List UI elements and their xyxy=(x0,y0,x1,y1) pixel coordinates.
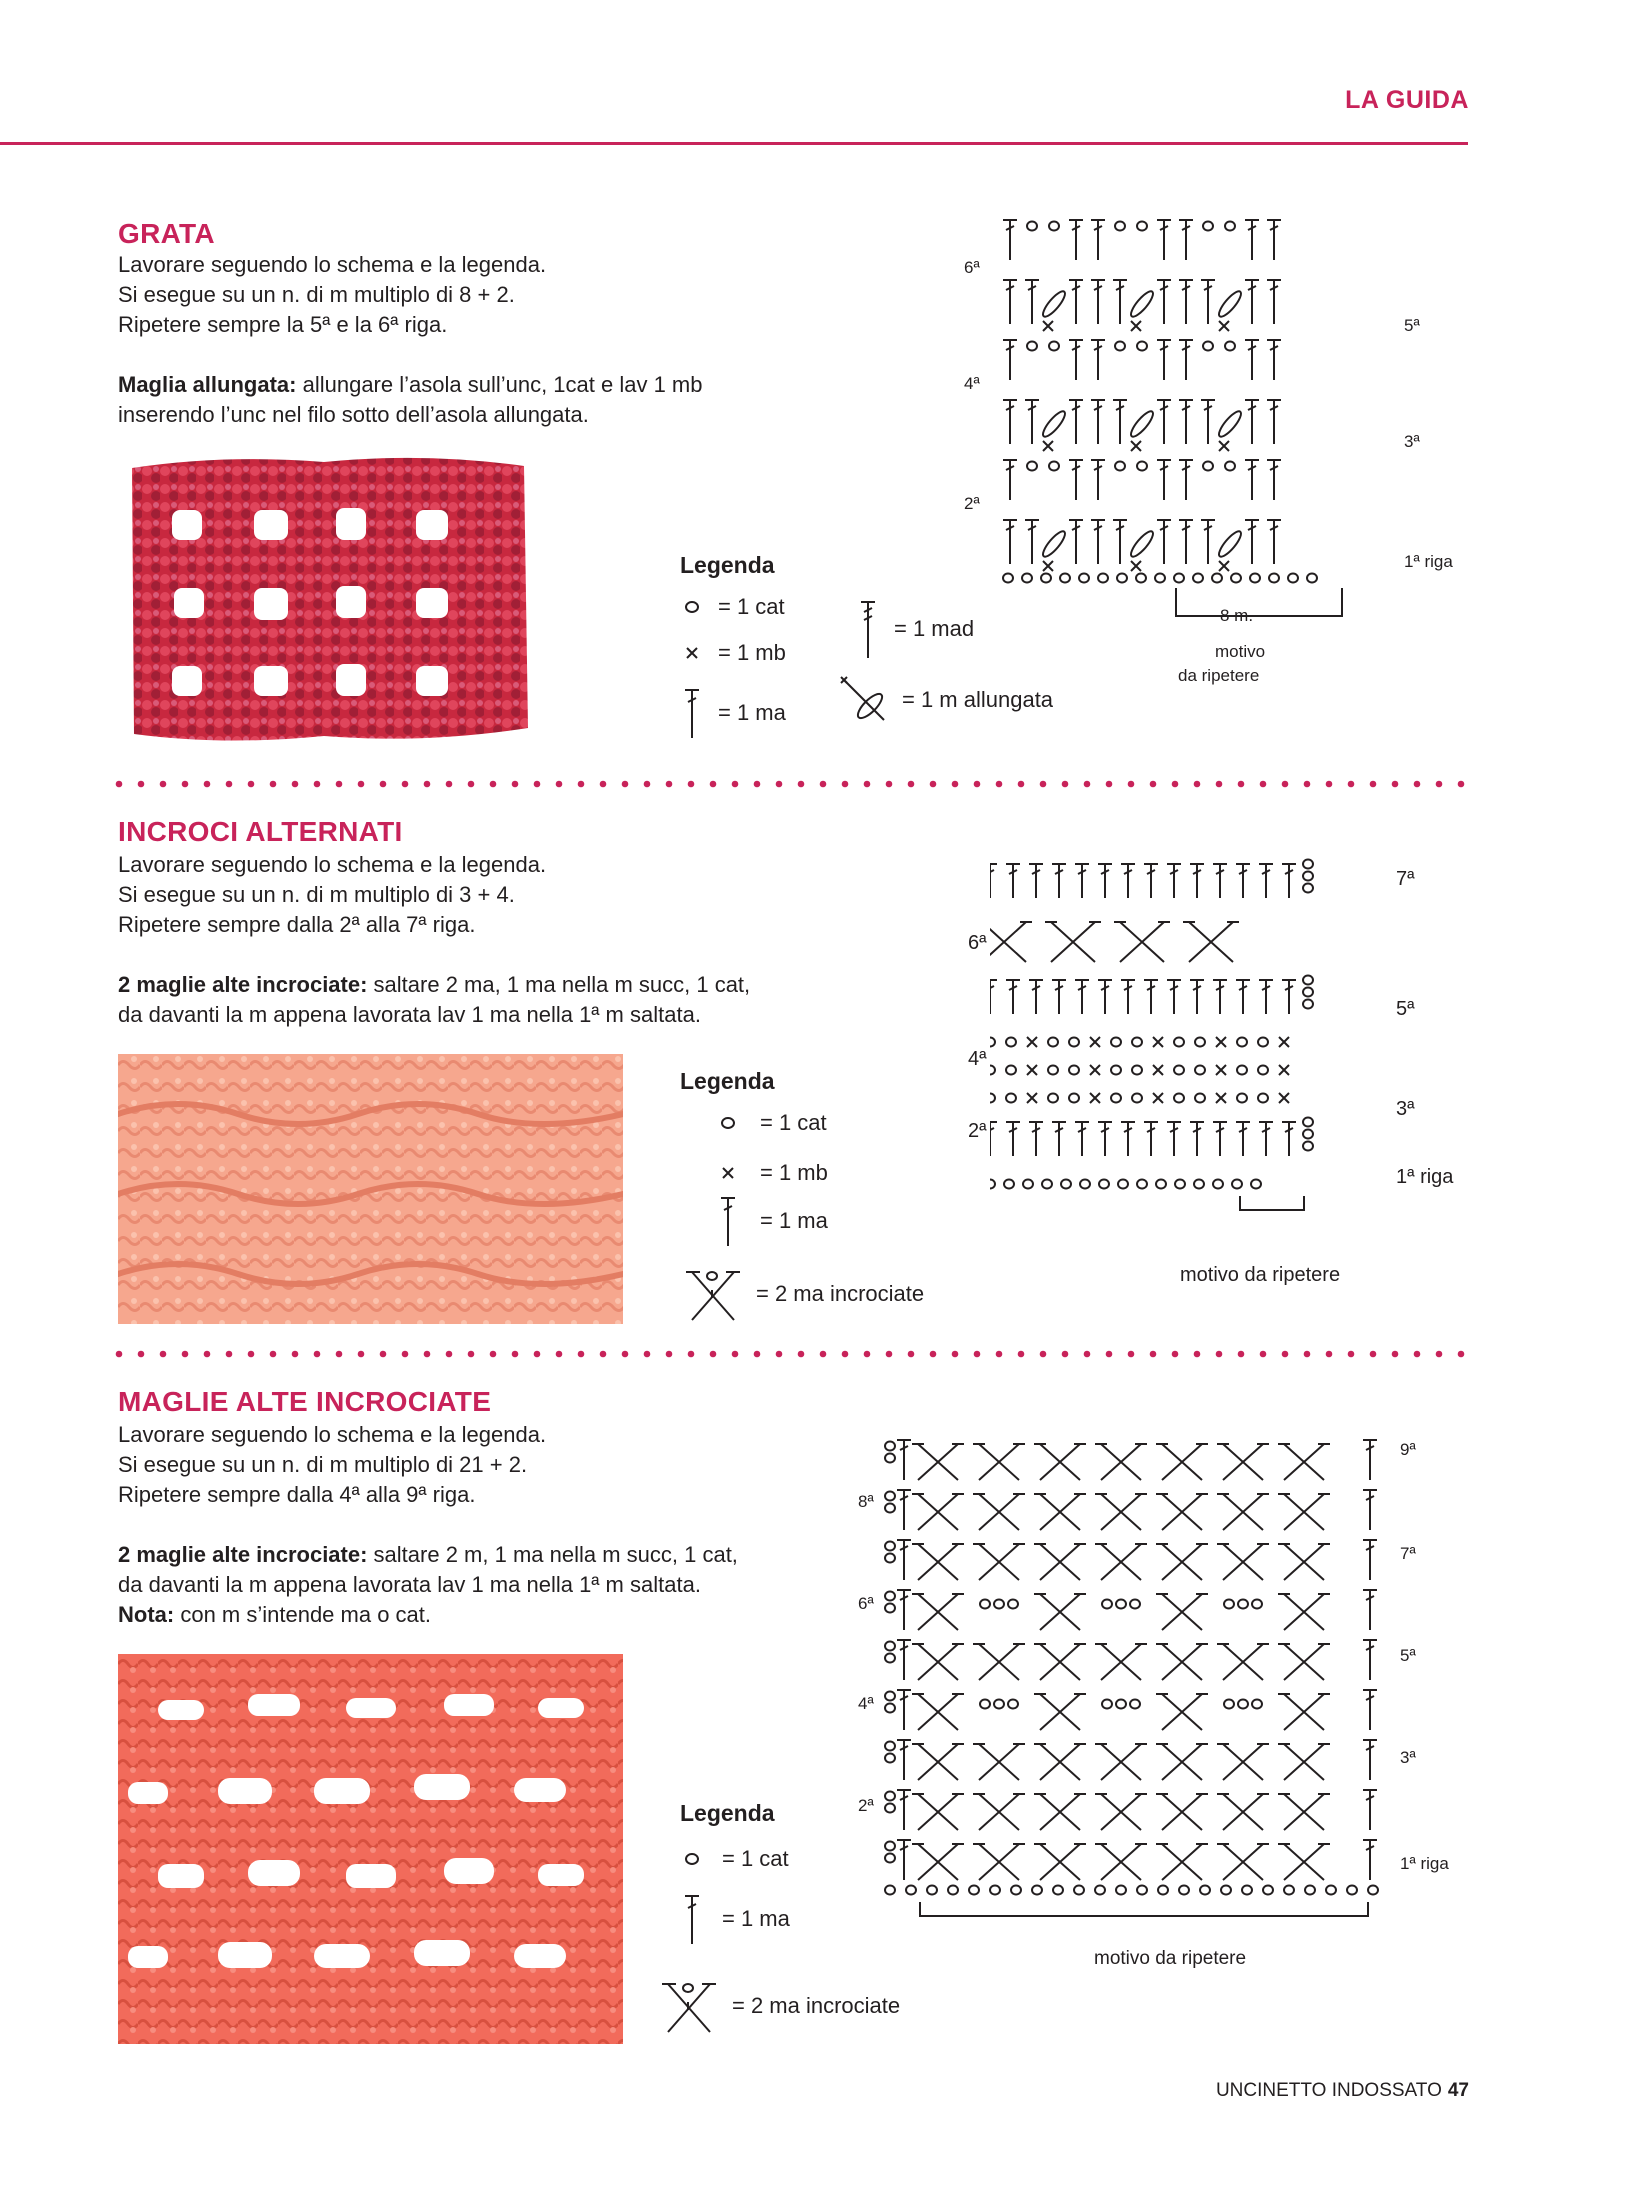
chart3-row-label: 1ª riga xyxy=(1400,1854,1449,1873)
double-crochet-icon xyxy=(682,686,702,740)
chart3-row-label: 3ª xyxy=(1400,1748,1416,1767)
chart3-row-label: 2ª xyxy=(858,1796,874,1815)
chart1-bracket-label: 8 m. xyxy=(1220,606,1254,625)
double-crochet-icon xyxy=(718,1194,738,1248)
crossed-stitch-icon xyxy=(684,1264,744,1324)
legend-cat: = 1 cat xyxy=(682,594,785,620)
chain-icon xyxy=(682,597,702,617)
legend-ma: = 1 ma xyxy=(682,1892,790,1946)
chart3-row-label: 5ª xyxy=(1400,1646,1416,1665)
legend-cat: = 1 cat xyxy=(682,1846,789,1872)
chart3-row-label: 9ª xyxy=(1400,1440,1416,1459)
swatch-photo-maglie xyxy=(118,1654,623,2044)
chart2-row-label: 1ª riga xyxy=(1396,1166,1454,1188)
legend-mb: = 1 mb xyxy=(682,640,786,666)
swatch-photo-incroci xyxy=(118,1054,623,1324)
chart1-repeat-label: da ripetere xyxy=(1178,666,1260,685)
dotted-divider xyxy=(115,1350,1470,1358)
section-title-grata: GRATA xyxy=(118,218,215,249)
chart1-row-label: 3ª xyxy=(1404,432,1420,451)
treble-crochet-icon xyxy=(858,598,878,660)
chart3-row-label: 4ª xyxy=(858,1694,874,1713)
legend-mb: = 1 mb xyxy=(718,1160,828,1186)
chart3-repeat-label: motivo da ripetere xyxy=(1094,1948,1247,1969)
chart2-repeat-label: motivo da ripetere xyxy=(1180,1264,1341,1286)
chain-icon xyxy=(718,1113,738,1133)
legend-title-grata: Legenda xyxy=(680,552,775,578)
crossed-stitch-icon xyxy=(660,1976,720,2036)
legend-ma: = 1 ma xyxy=(682,686,786,740)
chart2-row-label: 3ª xyxy=(1396,1098,1415,1120)
chart2-row-label: 6ª xyxy=(968,932,987,954)
chart1-row-label: 6ª xyxy=(964,258,980,277)
chain-icon xyxy=(682,1849,702,1869)
section-title-incroci: INCROCI ALTERNATI xyxy=(118,816,403,847)
legend-incrociate: = 2 ma incrociate xyxy=(684,1264,924,1324)
chart1-row-label: 2ª xyxy=(964,494,980,513)
legend-allungata: = 1 m allungata xyxy=(836,672,1053,728)
legend-cat: = 1 cat xyxy=(718,1110,827,1136)
legend-ma: = 1 ma xyxy=(718,1194,828,1248)
legend-title-maglie: Legenda xyxy=(680,1800,775,1826)
section-text-incroci: Lavorare seguendo lo schema e la legenda. Si esegue su un n. di m multiplo di 3 + 4. Ripetere sempre dalla 2ª alla 7ª riga. 2 maglie alte incrociate: saltare 2 ma, 1 ma nella m succ, 1 cat, da davanti la m appena lavorata lav 1 ma nella 1ª m saltata. xyxy=(118,852,751,1027)
chart2-row-label: 5ª xyxy=(1396,998,1415,1020)
chart3-row-label: 6ª xyxy=(858,1594,874,1613)
section-text-grata: Lavorare seguendo lo schema e la legenda. Si esegue su un n. di m multiplo di 8 + 2. Ripetere sempre la 5ª e la 6ª riga. Maglia allungata: allungare l’asola sull’unc, 1cat e lav 1 mb inserendo l’unc nel filo sotto dell’asola allungata. xyxy=(118,252,703,427)
chart1-repeat-label: motivo xyxy=(1215,642,1266,661)
legend-title-incroci: Legenda xyxy=(680,1068,775,1094)
chart1-row-label: 4ª xyxy=(964,374,980,393)
chart3-row-label: 7ª xyxy=(1400,1544,1416,1563)
chart2-row-label: 7ª xyxy=(1396,868,1415,890)
legend-incrociate: = 2 ma incrociate xyxy=(660,1976,900,2036)
section-label: LA GUIDA xyxy=(1345,86,1469,114)
single-crochet-icon xyxy=(718,1163,738,1183)
crochet-chart-grata xyxy=(940,208,1460,698)
crochet-chart-maglie xyxy=(880,1420,1400,1930)
chart1-row-label: 5ª xyxy=(1404,316,1420,335)
section-title-maglie: MAGLIE ALTE INCROCIATE xyxy=(118,1386,492,1417)
chart3-row-label: 8ª xyxy=(858,1492,874,1511)
chart2-row-label: 4ª xyxy=(968,1048,987,1070)
double-crochet-icon xyxy=(682,1892,702,1946)
swatch-photo-grata xyxy=(124,448,534,750)
dotted-divider xyxy=(115,780,1470,788)
single-crochet-icon xyxy=(682,643,702,663)
header-rule xyxy=(0,142,1468,145)
elongated-stitch-icon xyxy=(836,672,892,728)
crochet-chart-incroci xyxy=(990,844,1390,1240)
section-text-maglie: Lavorare seguendo lo schema e la legenda. Si esegue su un n. di m multiplo di 21 + 2. Ripetere sempre dalla 4ª alla 9ª riga. 2 maglie alte incrociate: saltare 2 m, 1 ma nella m succ, 1 cat, da davanti la m appena lavorata lav 1 ma nella 1ª m saltata. Nota: con m s’intende ma o cat. xyxy=(118,1422,738,1627)
chart2-row-label: 2ª xyxy=(968,1120,987,1142)
chart1-row-label: 1ª riga xyxy=(1404,552,1453,571)
legend-mad: = 1 mad xyxy=(858,598,974,660)
page-footer: UNCINETTO INDOSSATO 47 xyxy=(1215,2080,1469,2101)
